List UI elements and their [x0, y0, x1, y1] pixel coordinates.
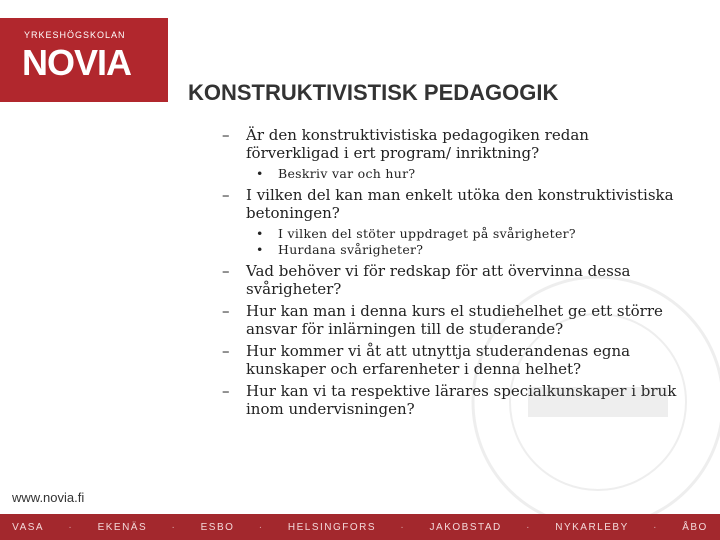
sub-bullet: [222, 226, 682, 242]
separator: ·: [258, 521, 264, 533]
separator: ·: [526, 521, 531, 533]
dash-icon: –: [222, 186, 230, 204]
bullet-icon: •: [256, 242, 264, 257]
bullet-point-1: [222, 126, 682, 162]
bullet-text: Hur kommer vi åt att utnyttja studerandenas egna kunskaper och erfarenheter i denna helhet?: [246, 342, 631, 378]
city-jakobstad: JAKOBSTAD: [429, 521, 502, 533]
website-link[interactable]: www.novia.fi: [12, 490, 85, 505]
bullet-icon: •: [256, 166, 264, 181]
sub-bullet: [222, 166, 682, 182]
city-vasa: VASA: [12, 521, 45, 533]
sub-bullet: [222, 242, 682, 258]
university-seal-watermark: [468, 272, 720, 532]
city-abo: ÅBO: [682, 521, 708, 533]
bullet-text: Hur kan man i denna kurs el studiehelhet ge ett större ansvar för inlärningen till de studerande?: [246, 302, 663, 338]
sub-bullet-text: Hurdana svårigheter?: [278, 242, 424, 257]
dash-icon: –: [222, 342, 230, 360]
dash-icon: –: [222, 302, 230, 320]
city-esbo: ESBO: [200, 521, 235, 533]
footer-city-bar: [0, 514, 720, 540]
bullet-text: Vad behöver vi för redskap för att övervinna dessa svårigheter?: [246, 262, 631, 298]
bullet-point-2: [222, 186, 682, 222]
sub-bullet-text: Beskriv var och hur?: [278, 166, 416, 181]
bullet-text: Hur kan vi ta respektive lärares specialkunskaper i bruk inom undervisningen?: [246, 382, 677, 418]
logo-subtitle: YRKESHÖGSKOLAN: [24, 30, 126, 40]
sub-bullet-text: I vilken del stöter uppdraget på svårigheter?: [278, 226, 576, 241]
city-helsingfors: HELSINGFORS: [287, 521, 377, 533]
novia-logo: [0, 18, 168, 102]
bullet-text: I vilken del kan man enkelt utöka den konstruktivistiska betoningen?: [246, 186, 674, 222]
separator: ·: [171, 521, 177, 533]
dash-icon: –: [222, 262, 230, 280]
bullet-icon: •: [256, 226, 264, 241]
dash-icon: –: [222, 126, 230, 144]
city-ekenas: EKENÄS: [97, 521, 148, 533]
logo-brand: NOVIA: [22, 42, 132, 83]
bullet-text: Är den konstruktivistiska pedagogiken redan förverkligad i ert program/ inriktning?: [246, 126, 589, 162]
dash-icon: –: [222, 382, 230, 400]
city-nykarleby: NYKARLEBY: [555, 521, 629, 533]
separator: ·: [68, 521, 74, 533]
separator: ·: [400, 521, 406, 533]
slide-title: KONSTRUKTIVISTISK PEDAGOGIK: [188, 80, 559, 105]
separator: ·: [653, 521, 658, 533]
